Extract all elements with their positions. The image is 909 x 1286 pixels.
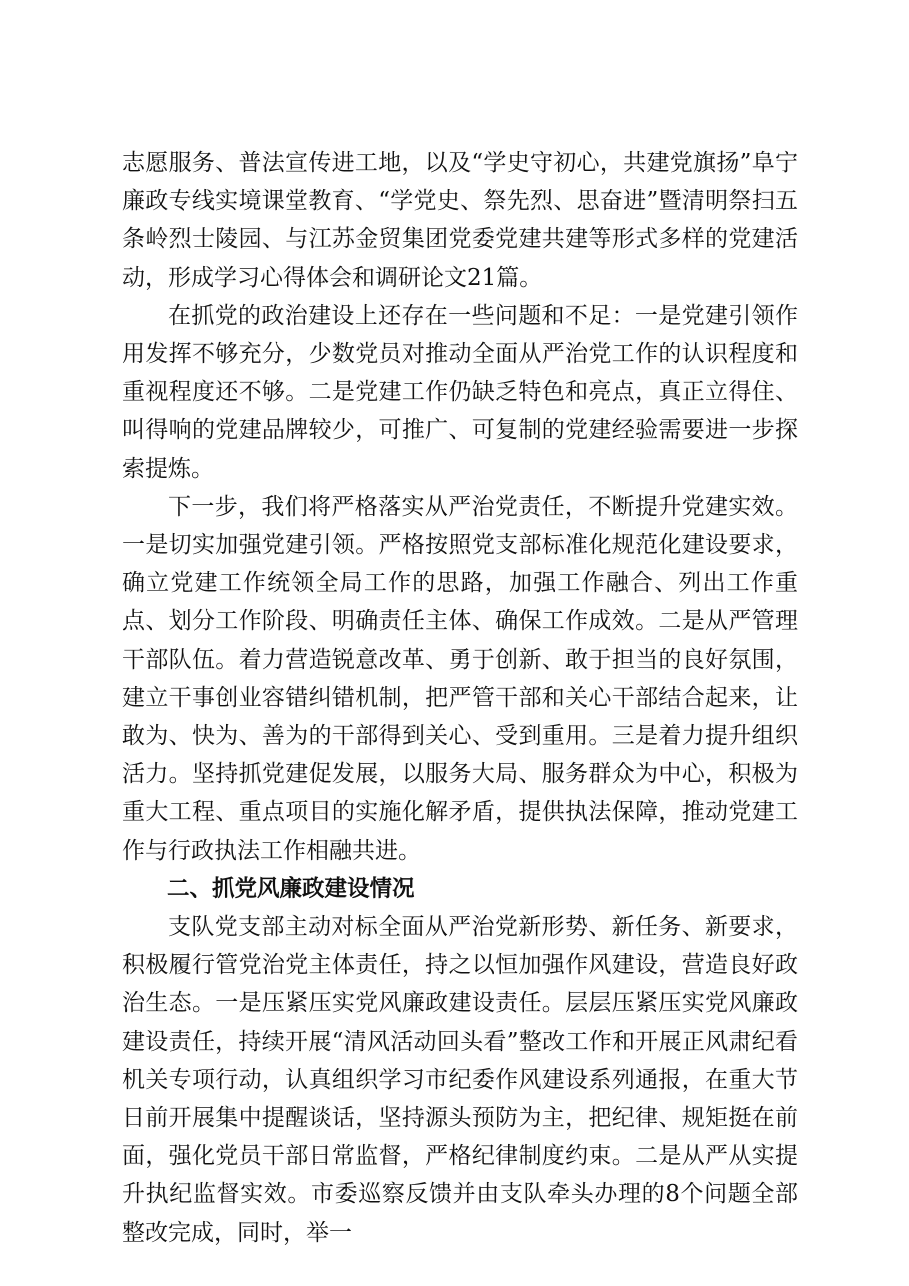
paragraph-continuation: 志愿服务、普法宣传进工地，以及“学史守初心，共建党旗扬”阜宁廉政专线实境课堂教育、“学党史、祭先烈、思奋进”暨清明祭扫五条岭烈士陵园、与江苏金贸集团党委党建共建等形式多样的党建活动，形成学习心得体会和调研论文21篇。 — [122, 150, 798, 291]
paragraph-anti-corruption: 支队党支部主动对标全面从严治党新形势、新任务、新要求，积极履行管党治党主体责任，持之以恒加强作风建设，营造良好政治生态。一是压紧压实党风廉政建设责任。层层压紧压实党风廉政建设责任，持续开展“清风活动回头看”整改工作和开展正风肃纪看机关专项行动，认真组织学习市纪委作风建设系列通报，在重大节日前开展集中提醒谈话，坚持源头预防为主，把纪律、规矩挺在前面，强化党员干部日常监督，严格纪律制度约束。二是从严从实提升执纪监督实效。市委巡察反馈并由支队牵头办理的8个问题全部整改完成，同时，举一 — [122, 914, 798, 1246]
document-page — [122, 144, 798, 1252]
paragraph-next-steps: 下一步，我们将严格落实从严治党责任，不断提升党建实效。一是切实加强党建引领。严格按照党支部标准化规范化建设要求，确立党建工作统领全局工作的思路，加强工作融合、列出工作重点、划分工作阶段、明确责任主体、确保工作成效。二是从严管理干部队伍。着力营造锐意改革、勇于创新、敢于担当的良好氛围，建立干事创业容错纠错机制，把严管干部和关心干部结合起来，让敢为、快为、善为的干部得到关心、受到重用。三是着力提升组织活力。坚持抓党建促发展，以服务大局、服务群众为中心，积极为重大工程、重点项目的实施化解矛盾，提供执法保障，推动党建工作与行政执法工作相融共进。 — [122, 493, 798, 864]
section-heading: 二、抓党风廉政建设情况 — [167, 875, 415, 902]
paragraph-problems: 在抓党的政治建设上还存在一些问题和不足：一是党建引领作用发挥不够充分，少数党员对推动全面从严治党工作的认识程度和重视程度还不够。二是党建工作仍缺乏特色和亮点，真正立得住、叫得响的党建品牌较少，可推广、可复制的党建经验需要进一步探索提炼。 — [122, 302, 798, 482]
